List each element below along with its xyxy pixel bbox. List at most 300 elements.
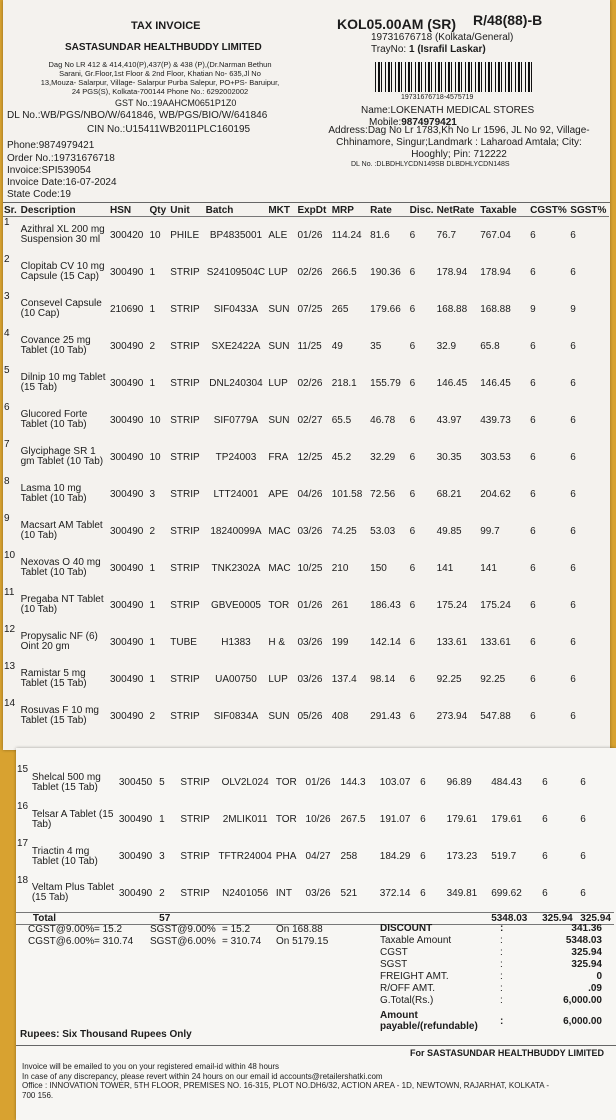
item-unit: STRIP: [170, 599, 200, 611]
item-unit: STRIP: [170, 340, 200, 352]
item-sgst: 6: [570, 488, 576, 500]
item-hsn: 300490: [110, 377, 144, 389]
item-sgst: 6: [570, 414, 576, 426]
customer-mobile: Mobile:9874979421: [369, 117, 457, 128]
col-description: Description: [20, 205, 109, 217]
item-expiry: 04/27: [305, 851, 331, 862]
phone: Phone:9874979421: [7, 140, 95, 151]
item-unit: PHILE: [170, 229, 200, 241]
col-qty: Qty: [148, 205, 169, 217]
item-taxable: 141: [480, 562, 497, 574]
item-hsn: 300490: [110, 451, 144, 463]
item-row: [3, 254, 609, 291]
item-discount: 6: [420, 814, 426, 825]
invoice-summary: [380, 923, 602, 1007]
item-mkt: TOR: [268, 599, 290, 611]
item-description: Veltam Plus Tablet (15 Tab): [31, 882, 114, 904]
item-sr: 4: [4, 327, 10, 339]
item-discount: 6: [409, 303, 416, 315]
total-sgst: 325.94: [580, 912, 611, 924]
item-discount: 6: [409, 266, 416, 278]
summary-colon: :: [500, 983, 503, 994]
item-taxable: 175.24: [480, 599, 511, 611]
item-rate: 291.43: [370, 710, 401, 722]
item-row: [3, 513, 609, 550]
item-rate: 72.56: [370, 488, 396, 500]
item-mkt: APE: [268, 488, 289, 500]
summary-colon: :: [500, 947, 503, 958]
item-sr: 6: [4, 401, 10, 413]
item-mkt: TOR: [275, 814, 297, 825]
item-discount: 6: [409, 636, 416, 648]
col-taxable: Taxable: [479, 205, 529, 217]
item-taxable: 178.94: [480, 266, 511, 278]
item-mrp: 74.25: [331, 525, 357, 537]
item-batch: SIF0433A: [213, 303, 259, 315]
item-row: [3, 476, 609, 513]
item-sr: 16: [17, 801, 29, 812]
item-rate: 155.79: [370, 377, 401, 389]
summary-value: 6,000.00: [563, 995, 602, 1006]
item-description: Clopitab CV 10 mg Capsule (15 Cap): [20, 261, 105, 282]
header-divider: [3, 202, 610, 203]
item-cgst: 6: [542, 887, 548, 899]
item-mkt: SUN: [268, 303, 290, 315]
item-expiry: 07/25: [297, 303, 323, 315]
item-unit: STRIP: [180, 777, 210, 788]
item-cgst: 6: [542, 814, 548, 825]
item-batch: TFTR24004: [218, 851, 272, 862]
item-row: [3, 402, 609, 439]
item-cgst: 6: [530, 710, 536, 722]
item-row: [16, 875, 614, 912]
item-mrp: 521: [340, 887, 358, 899]
amount-payable-label: Amount payable/(refundable): [380, 1010, 478, 1032]
summary-colon: :: [500, 959, 503, 970]
total-qty: 57: [159, 912, 171, 924]
item-batch: SIF0779A: [213, 414, 259, 426]
item-unit: TUBE: [170, 636, 197, 648]
item-mkt: LUP: [268, 377, 288, 389]
item-cgst: 6: [530, 266, 536, 278]
item-description: Consevel Capsule (10 Cap): [20, 298, 102, 319]
item-unit: STRIP: [170, 266, 200, 278]
item-cgst: 6: [542, 851, 548, 862]
item-expiry: 01/26: [305, 777, 331, 788]
item-net-rate: 273.94: [436, 710, 468, 722]
item-sr: 1: [4, 217, 10, 228]
item-qty: 1: [149, 562, 156, 574]
item-description: Glucored Forte Tablet (10 Tab): [20, 409, 88, 430]
item-rate: 81.6: [370, 229, 390, 241]
summary-label: SGST: [380, 959, 408, 970]
for-company: For SASTASUNDAR HEALTHBUDDY LIMITED: [410, 1048, 604, 1058]
item-net-rate: 76.7: [436, 229, 457, 241]
item-expiry: 03/26: [297, 673, 323, 685]
tray-number: TrayNo: 1 (Israfil Laskar): [371, 44, 486, 55]
item-qty: 10: [149, 229, 161, 241]
item-mrp: 137.4: [331, 673, 357, 685]
col-sgst: SGST%: [569, 205, 609, 217]
state-code: State Code:19: [7, 189, 71, 200]
item-discount: 6: [409, 488, 416, 500]
item-sgst: 6: [570, 636, 576, 648]
item-discount: 6: [409, 377, 416, 389]
item-net-rate: 146.45: [436, 377, 468, 389]
company-address: Dag No LR 412 & 414,410(P),437(P) & 438 (P),(Dr.Narman Bethun Sarani, Gr.Floor,1st Floor & 2nd Floor, Khatian No- 635,Jl No 13,Mouza- Salarpur, Village- Salarpur Purba Salepur, PO+PS- Baruipur, 24 PGS(S), Kolkata-700144 Phone No.: 6292002002: [40, 60, 280, 96]
item-batch: SXE2422A: [211, 340, 261, 352]
item-taxable: 519.7: [491, 851, 517, 862]
item-sr: 8: [4, 475, 10, 487]
gst-number: GST No.:19AAHCM0651P1Z0: [115, 98, 237, 108]
item-unit: STRIP: [170, 414, 200, 426]
item-batch: SIF0834A: [213, 710, 259, 722]
item-sr: 7: [4, 438, 10, 450]
item-mrp: 267.5: [340, 814, 366, 825]
item-taxable: 303.53: [480, 451, 511, 463]
item-mrp: 266.5: [331, 266, 357, 278]
item-qty: 2: [149, 525, 156, 537]
item-mkt: SUN: [268, 710, 290, 722]
item-hsn: 300420: [110, 229, 144, 241]
item-cgst: 6: [530, 599, 536, 611]
item-qty: 5: [159, 777, 165, 788]
item-taxable: 484.43: [491, 777, 522, 788]
item-cgst: 6: [530, 340, 536, 352]
item-rate: 98.14: [370, 673, 396, 685]
item-row: [16, 801, 614, 838]
item-discount: 6: [420, 777, 426, 788]
item-mrp: 218.1: [331, 377, 357, 389]
company-name: SASTASUNDAR HEALTHBUDDY LIMITED: [65, 42, 262, 53]
item-mrp: 265: [331, 303, 349, 315]
item-batch: TNK2302A: [211, 562, 261, 574]
item-batch: 18240099A: [210, 525, 262, 537]
item-mkt: SUN: [268, 414, 290, 426]
item-row: [3, 550, 609, 587]
summary-value: 341.36: [571, 923, 602, 934]
item-mrp: 199: [331, 636, 349, 648]
item-row: [3, 587, 609, 624]
item-net-rate: 96.89: [446, 777, 472, 788]
item-rate: 186.43: [370, 599, 401, 611]
amount-in-words: Rupees: Six Thousand Rupees Only: [20, 1029, 192, 1040]
item-net-rate: 349.81: [446, 887, 478, 899]
item-expiry: 03/26: [297, 636, 323, 648]
item-rate: 372.14: [379, 887, 411, 899]
item-hsn: 300490: [110, 710, 144, 722]
item-hsn: 300490: [110, 599, 144, 611]
item-rate: 179.66: [370, 303, 401, 315]
item-row: [3, 661, 609, 698]
item-batch: DNL240304: [209, 377, 263, 389]
item-cgst: 9: [530, 303, 536, 315]
item-mkt: MAC: [268, 525, 291, 537]
footer-divider: [16, 1045, 616, 1046]
invoice-sheet-page2: [16, 748, 616, 1120]
customer-address: Address:Dag No Lr 1783,Kh No Lr 1596, JL No 92, Village- Chhinamore, Singur;Landmark : Laharoad Amtala; City: Hooghly; Pin: 712222: [328, 125, 590, 160]
summary-value: 5348.03: [565, 935, 602, 946]
item-sr: 14: [4, 697, 16, 709]
summary-label: DISCOUNT: [380, 923, 433, 934]
summary-colon: :: [500, 923, 504, 934]
item-taxable: 146.45: [480, 377, 511, 389]
item-discount: 6: [409, 673, 416, 685]
item-batch: OLV2L024: [221, 777, 269, 788]
item-qty: 3: [159, 851, 165, 862]
item-cgst: 6: [530, 562, 536, 574]
item-net-rate: 43.97: [436, 414, 462, 426]
item-hsn: 210690: [110, 303, 144, 315]
item-sgst: 6: [570, 377, 576, 389]
item-qty: 1: [149, 599, 156, 611]
item-mkt: TOR: [275, 777, 297, 788]
item-sr: 13: [4, 660, 16, 672]
col-batch: Batch: [205, 205, 268, 217]
item-mkt: PHA: [275, 851, 297, 862]
item-net-rate: 30.35: [436, 451, 462, 463]
item-expiry: 04/26: [297, 488, 323, 500]
item-taxable: 92.25: [480, 673, 506, 685]
item-sr: 11: [4, 586, 15, 598]
item-net-rate: 141: [436, 562, 454, 574]
summary-label: CGST: [380, 947, 408, 958]
item-taxable: 699.62: [491, 887, 522, 899]
item-sr: 15: [17, 764, 29, 775]
barcode-text: 19731676718-4575719: [401, 94, 474, 101]
item-mrp: 261: [331, 599, 349, 611]
item-hsn: 300490: [110, 673, 144, 685]
customer-dl: DL No. :DLBDHLYCDN149SB DLBDHLYCDN148S: [351, 161, 510, 168]
item-net-rate: 168.88: [436, 303, 468, 315]
item-discount: 6: [409, 414, 416, 426]
item-mrp: 49: [331, 340, 343, 352]
item-hsn: 300490: [110, 636, 144, 648]
item-discount: 6: [409, 525, 416, 537]
item-taxable: 439.73: [480, 414, 511, 426]
item-sr: 5: [4, 364, 10, 376]
item-row: [16, 764, 614, 801]
item-sgst: 6: [570, 266, 576, 278]
item-discount: 6: [409, 340, 416, 352]
item-discount: 6: [420, 851, 426, 862]
item-row: [3, 698, 609, 735]
item-batch: UA00750: [215, 673, 257, 685]
item-sr: 9: [4, 512, 10, 524]
item-hsn: 300490: [110, 562, 144, 574]
item-sgst: 9: [570, 303, 576, 315]
col-unit: Unit: [169, 205, 204, 217]
item-rate: 53.03: [370, 525, 396, 537]
item-description: Rosuvas F 10 mg Tablet (15 Tab): [20, 705, 99, 726]
item-batch: GBVE0005: [210, 599, 261, 611]
item-expiry: 02/26: [297, 266, 323, 278]
item-rate: 32.29: [370, 451, 396, 463]
item-batch: S24109504C: [206, 266, 266, 278]
col-cgst: CGST%: [529, 205, 569, 217]
col-disc: Disc.: [409, 205, 436, 217]
item-sr: 10: [4, 549, 16, 561]
cin-number: CIN No.:U15411WB2011PLC160195: [87, 124, 251, 135]
item-description: Triactin 4 mg Tablet (10 Tab): [31, 845, 98, 867]
item-net-rate: 178.94: [436, 266, 468, 278]
item-description: Covance 25 mg Tablet (10 Tab): [20, 335, 91, 356]
item-net-rate: 32.9: [436, 340, 457, 352]
item-net-rate: 133.61: [436, 636, 468, 648]
item-qty: 2: [159, 887, 165, 899]
item-qty: 1: [149, 377, 156, 389]
item-sgst: 6: [580, 777, 586, 788]
item-net-rate: 175.24: [436, 599, 468, 611]
item-mkt: MAC: [268, 562, 291, 574]
item-taxable: 204.62: [480, 488, 511, 500]
item-mrp: 65.5: [331, 414, 352, 426]
item-qty: 10: [149, 414, 161, 426]
item-unit: STRIP: [170, 488, 200, 500]
item-rate: 35: [370, 340, 382, 352]
item-rate: 103.07: [379, 777, 411, 788]
item-description: Telsar A Tablet (15 Tab): [31, 808, 114, 830]
order-number: Order No.:19731676718: [7, 153, 115, 164]
item-expiry: 02/27: [297, 414, 323, 426]
item-mrp: 114.24: [331, 229, 362, 241]
tax-breakup: [28, 924, 328, 948]
item-sr: 3: [4, 290, 10, 302]
delivery-slot: KOL05.00AM (SR): [337, 16, 457, 32]
item-cgst: 6: [530, 673, 536, 685]
item-batch: H1383: [221, 636, 251, 648]
item-description: Dilnip 10 mg Tablet (15 Tab): [20, 372, 106, 393]
item-sgst: 6: [570, 673, 576, 685]
summary-value: .09: [588, 983, 602, 994]
item-row: [3, 365, 609, 402]
item-hsn: 300490: [110, 488, 144, 500]
item-sgst: 6: [570, 525, 576, 537]
item-taxable: 133.61: [480, 636, 511, 648]
item-qty: 3: [149, 488, 156, 500]
col-expdt: ExpDt: [296, 205, 330, 217]
item-sgst: 6: [580, 887, 586, 899]
item-unit: STRIP: [170, 303, 200, 315]
item-batch: N2401056: [222, 887, 269, 899]
item-hsn: 300450: [118, 777, 153, 788]
summary-row: [380, 983, 602, 995]
item-qty: 1: [149, 673, 156, 685]
item-hsn: 300490: [118, 887, 153, 899]
item-sr: 2: [4, 253, 10, 265]
item-sgst: 6: [570, 229, 576, 241]
item-cgst: 6: [530, 636, 536, 648]
summary-value: 0: [596, 971, 602, 982]
item-sr: 17: [17, 838, 29, 849]
item-hsn: 300490: [110, 266, 144, 278]
item-expiry: 10/25: [297, 562, 323, 574]
item-hsn: 300490: [110, 525, 144, 537]
item-expiry: 01/26: [297, 229, 323, 241]
item-unit: STRIP: [170, 451, 200, 463]
item-unit: STRIP: [170, 377, 200, 389]
dl-number: DL No.:WB/PGS/NBO/W/641846, WB/PGS/BIO/W/641846: [7, 110, 268, 121]
item-unit: STRIP: [170, 525, 200, 537]
item-sgst: 6: [570, 451, 576, 463]
item-qty: 1: [149, 303, 156, 315]
item-rate: 190.36: [370, 266, 401, 278]
item-mkt: INT: [275, 887, 292, 899]
item-expiry: 12/25: [297, 451, 323, 463]
total-taxable: 5348.03: [491, 912, 528, 924]
item-unit: STRIP: [180, 814, 210, 825]
item-sgst: 6: [580, 814, 586, 825]
item-description: Ramistar 5 mg Tablet (15 Tab): [20, 668, 87, 689]
summary-row: [380, 959, 602, 971]
item-discount: 6: [409, 229, 416, 241]
item-description: Glyciphage SR 1 gm Tablet (10 Tab): [20, 446, 104, 467]
item-net-rate: 68.21: [436, 488, 462, 500]
item-qty: 1: [149, 636, 156, 648]
item-expiry: 11/25: [297, 340, 322, 352]
item-expiry: 02/26: [297, 377, 323, 389]
col-hsn: HSN: [109, 205, 148, 217]
item-unit: STRIP: [180, 851, 210, 862]
item-net-rate: 92.25: [436, 673, 462, 685]
summary-row: [380, 935, 602, 947]
item-qty: 2: [149, 340, 156, 352]
item-taxable: 65.8: [480, 340, 500, 352]
item-cgst: 6: [530, 488, 536, 500]
item-mkt: ALE: [268, 229, 288, 241]
items-table-continued: [16, 764, 614, 925]
item-mrp: 210: [331, 562, 349, 574]
item-description: Macsart AM Tablet (10 Tab): [20, 520, 103, 541]
item-mrp: 144.3: [340, 777, 366, 788]
item-taxable: 767.04: [480, 229, 511, 241]
item-description: Pregaba NT Tablet (10 Tab): [20, 594, 104, 615]
item-taxable: 99.7: [480, 525, 500, 537]
item-discount: 6: [409, 599, 416, 611]
item-batch: 2MLIK011: [222, 814, 268, 825]
item-cgst: 6: [530, 525, 536, 537]
summary-colon: :: [500, 995, 503, 1006]
invoice-number: Invoice:SPI539054: [7, 165, 91, 176]
amount-payable-colon: :: [500, 1016, 504, 1027]
item-rate: 150: [370, 562, 387, 574]
col-mkt: MKT: [267, 205, 296, 217]
item-taxable: 179.61: [491, 814, 522, 825]
item-hsn: 300490: [118, 814, 153, 825]
item-qty: 2: [149, 710, 156, 722]
summary-label: Taxable Amount: [380, 935, 452, 946]
summary-value: 325.94: [571, 947, 602, 958]
item-sgst: 6: [570, 599, 576, 611]
invoice-sheet-page1: [3, 0, 610, 750]
item-unit: STRIP: [170, 710, 200, 722]
item-mrp: 408: [331, 710, 349, 722]
summary-colon: :: [500, 935, 503, 946]
tax-breakup-row-9: CGST@9.00%= 15.2 SGST@9.00% = 15.2 On 168.88: [28, 924, 323, 935]
item-mkt: SUN: [268, 340, 290, 352]
item-expiry: 03/26: [305, 887, 331, 899]
item-mrp: 45.2: [331, 451, 352, 463]
item-rate: 46.78: [370, 414, 396, 426]
item-rate: 191.07: [379, 814, 411, 825]
item-discount: 6: [420, 887, 426, 899]
item-row: [3, 439, 609, 476]
item-expiry: 05/26: [297, 710, 323, 722]
item-description: Azithral XL 200 mg Suspension 30 ml: [20, 224, 105, 246]
item-row: [3, 624, 609, 661]
item-net-rate: 49.85: [436, 525, 462, 537]
item-mrp: 258: [340, 851, 358, 862]
